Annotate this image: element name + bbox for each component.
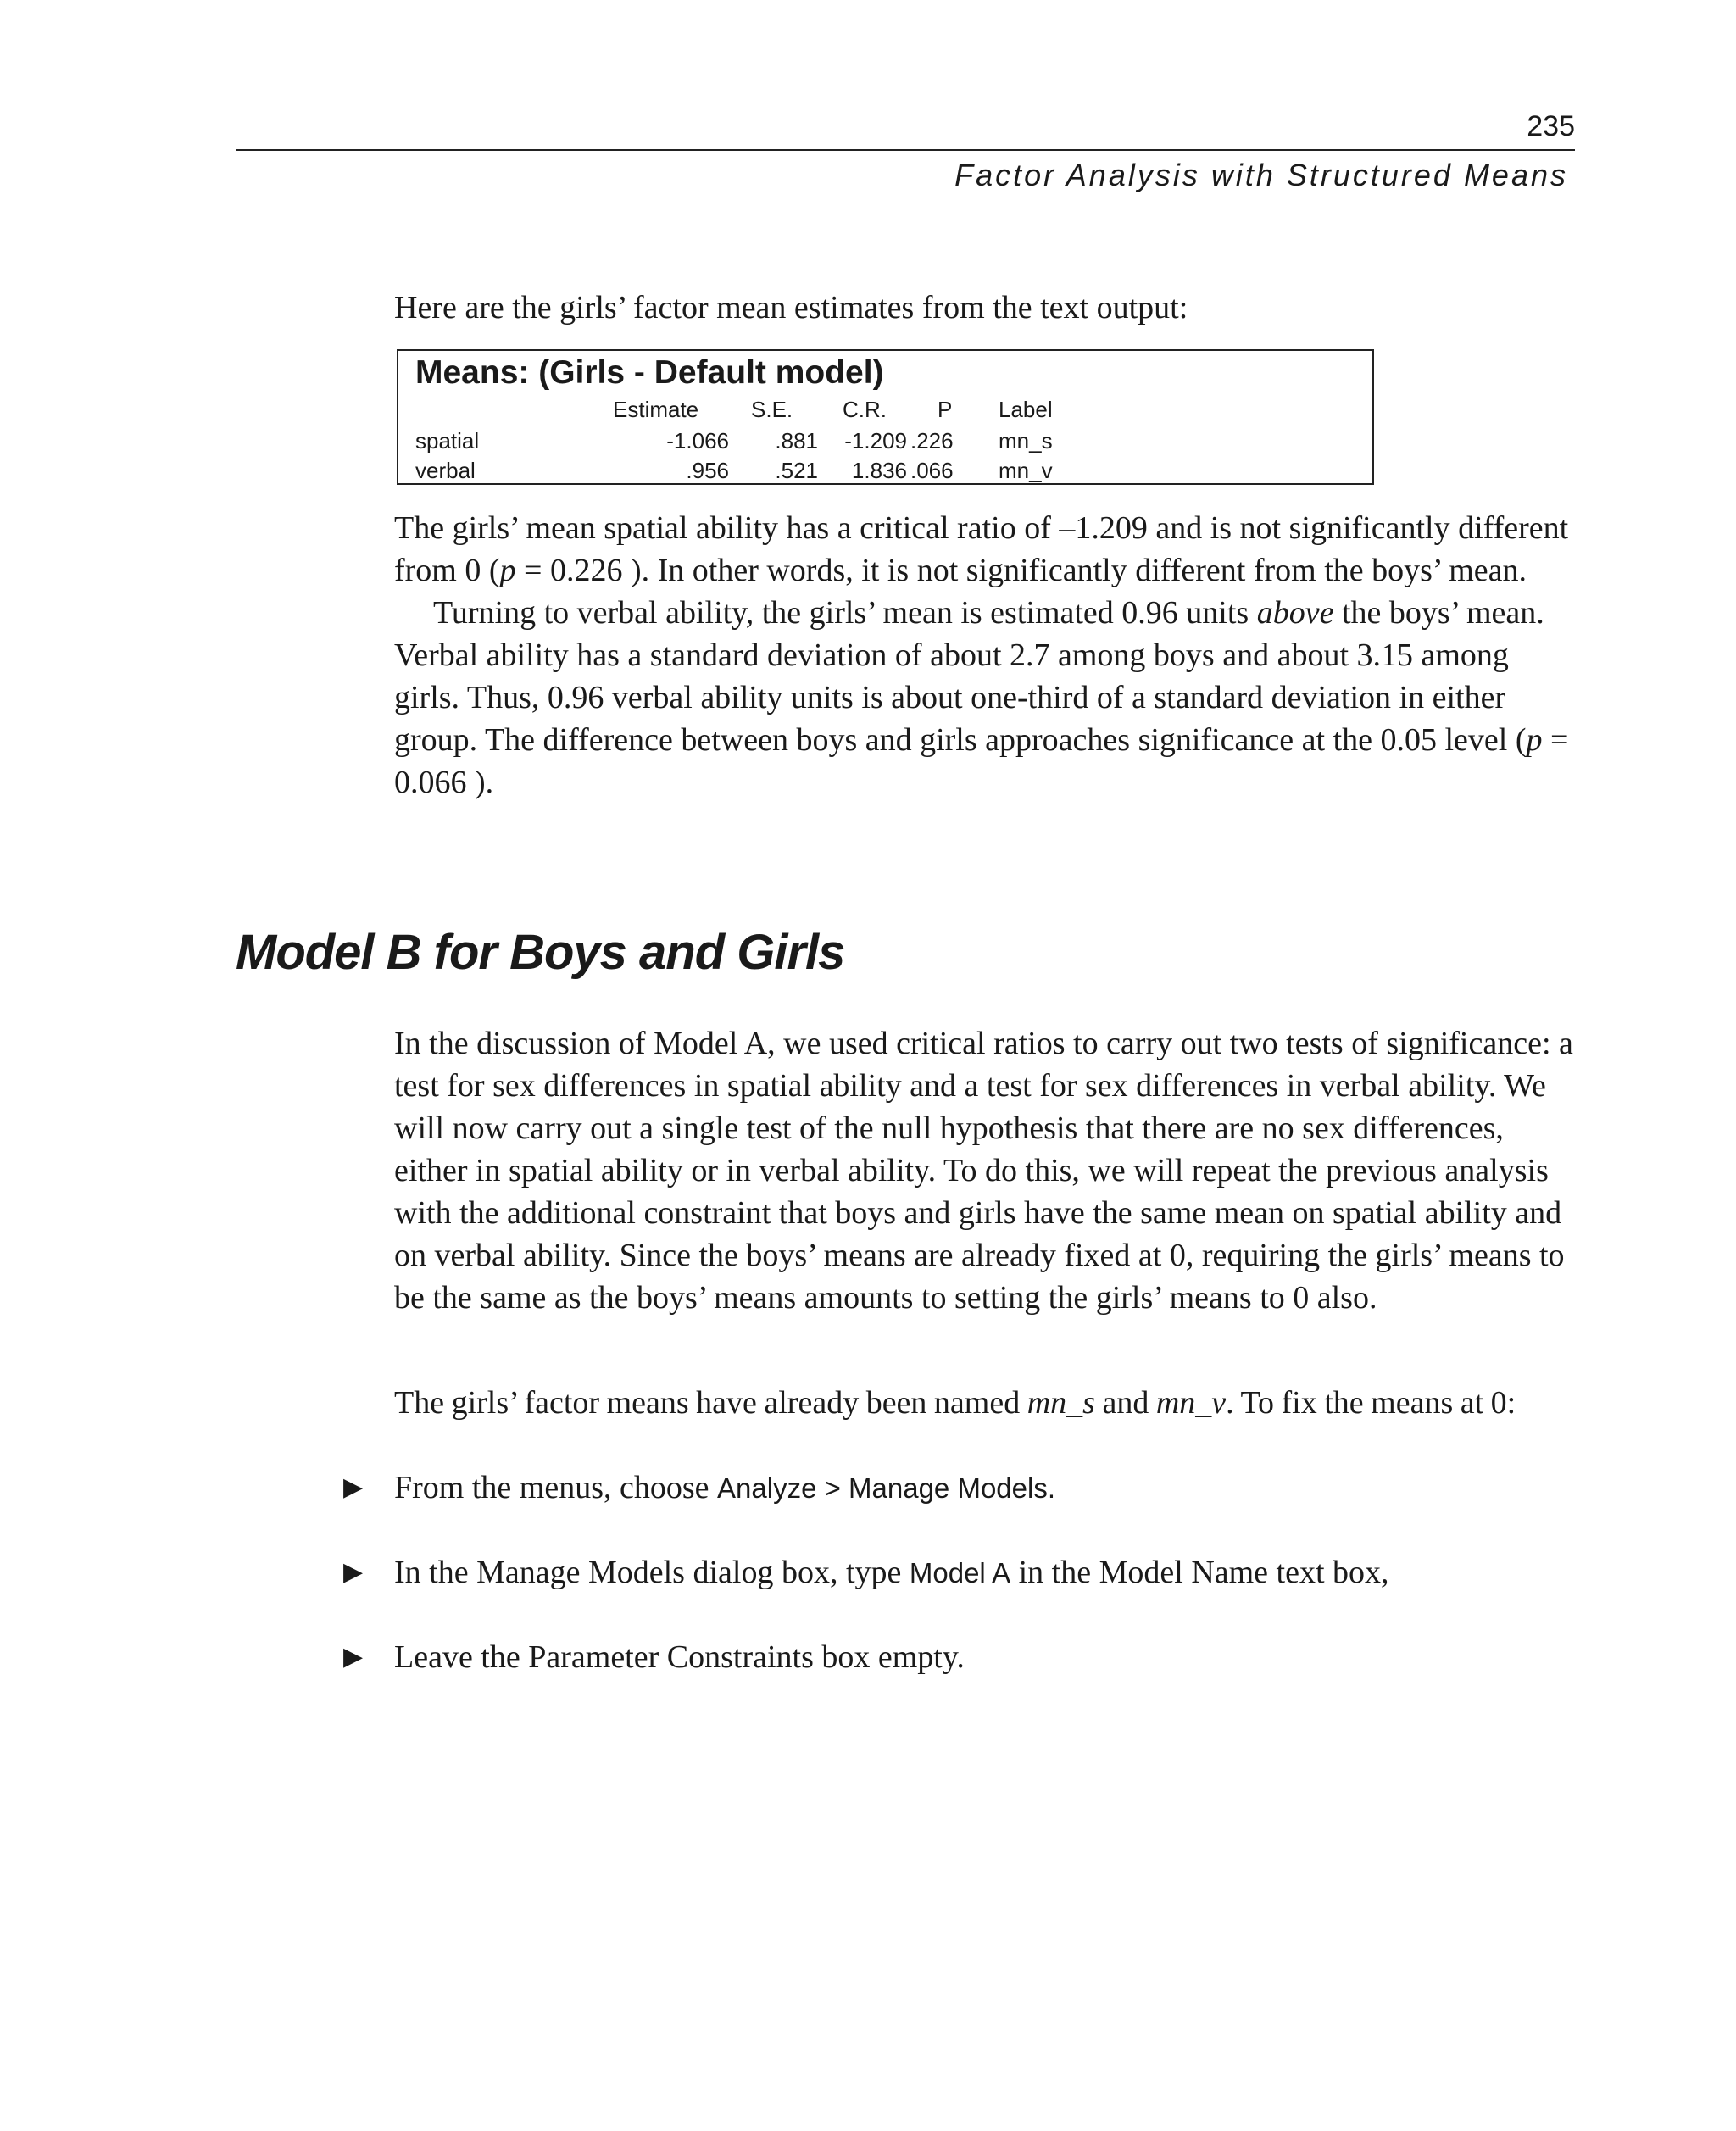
emphasis-above: above [1256, 595, 1334, 631]
section-heading: Model B for Boys and Girls [236, 925, 845, 980]
cell-estimate-spatial: -1.066 [666, 428, 729, 453]
verbal-text-b: the boys’ mean. Verbal ability has a standard deviation of about 2.7 among boys and about 3.15 among girls. Thus, 0.96 verbal ability units is about one-third of a standard deviation in either group. The difference between boys and girls approaches significance at the 0.05 level ( [394, 595, 1544, 758]
means-table-title: Means: (Girls - Default model) [415, 354, 884, 391]
page-number: 235 [1527, 110, 1575, 142]
header-rule [236, 149, 1575, 151]
column-header-estimate: Estimate [613, 397, 699, 422]
cell-p-spatial: .226 [910, 428, 954, 453]
cell-cr-spatial: -1.209 [844, 428, 907, 453]
cell-label-spatial: mn_s [999, 428, 1053, 453]
bullet-icon: ▶ [343, 1558, 364, 1586]
verbal-text-a: Turning to verbal ability, the girls’ mean is estimated 0.96 units [433, 595, 1257, 631]
param-mn-s: mn_s [1027, 1385, 1095, 1421]
step-text: From the menus, choose [394, 1470, 718, 1505]
bullet-icon: ▶ [343, 1473, 364, 1501]
spatial-text-a: The girls’ mean spatial ability has a critical ratio of –1.209 and is not significantly different from 0 ( [394, 510, 1569, 588]
verbal-paragraph [394, 592, 1577, 804]
step-text: Leave the Parameter Constraints box empty. [394, 1639, 965, 1675]
cell-p-verbal: .066 [910, 458, 954, 483]
fix-means-paragraph [394, 1382, 1577, 1424]
bullet-icon: ▶ [343, 1643, 364, 1671]
running-head: Factor Analysis with Structured Means [954, 158, 1568, 192]
fix-text-and: and [1094, 1385, 1156, 1421]
spatial-text-b: = 0.226 ). In other words, it is not significantly different from the boys’ mean. [515, 553, 1527, 588]
cell-estimate-verbal: .956 [686, 458, 729, 483]
intro-paragraph [394, 287, 1577, 329]
cell-cr-verbal: 1.836 [851, 458, 907, 483]
cell-se-verbal: .521 [775, 458, 818, 483]
fix-text-b: . To fix the means at 0: [1226, 1385, 1516, 1421]
column-header-p: P [938, 397, 953, 422]
fix-text-a: The girls’ factor means have already been named [394, 1385, 1027, 1421]
cell-se-spatial: .881 [775, 428, 818, 453]
step-text: in the Model Name text box, [1010, 1555, 1389, 1590]
column-header-cr: C.R. [843, 397, 887, 422]
p-symbol: p [1526, 722, 1543, 758]
results-discussion [394, 507, 1577, 804]
p-symbol: p [499, 553, 516, 588]
row-name-spatial: spatial [415, 428, 480, 453]
means-table [397, 349, 1374, 485]
cell-label-verbal: mn_v [999, 458, 1053, 483]
menu-path: Analyze > Manage Models. [717, 1472, 1055, 1504]
intro-text: Here are the girls’ factor mean estimates from the text output: [394, 290, 1188, 325]
model-a-text: In the discussion of Model A, we used critical ratios to carry out two tests of significance: a test for sex differences in spatial ability and a test for sex differences in verbal ability. We will now carry out a single test of the null hypothesis that there are no sex differences, either in spatial ability or in verbal ability. To do this, we will repeat the previous analysis with the additional constraint that boys and girls have the same mean on spatial ability and on verbal ability. Since the boys’ means are already fixed at 0, requiring the girls’ means to be the same as the boys’ means amounts to setting the girls’ means to 0 also. [394, 1026, 1573, 1316]
step-text: In the Manage Models dialog box, type [394, 1555, 910, 1590]
column-header-se: S.E. [751, 397, 793, 422]
verbal-text-c: = 0.066 ). [394, 722, 1569, 800]
param-mn-v: mn_v [1155, 1385, 1227, 1421]
model-name-value: Model A [909, 1557, 1011, 1589]
column-header-label: Label [999, 397, 1053, 422]
spatial-paragraph [394, 507, 1577, 592]
row-name-verbal: verbal [415, 458, 476, 483]
model-a-paragraph [394, 1022, 1577, 1319]
